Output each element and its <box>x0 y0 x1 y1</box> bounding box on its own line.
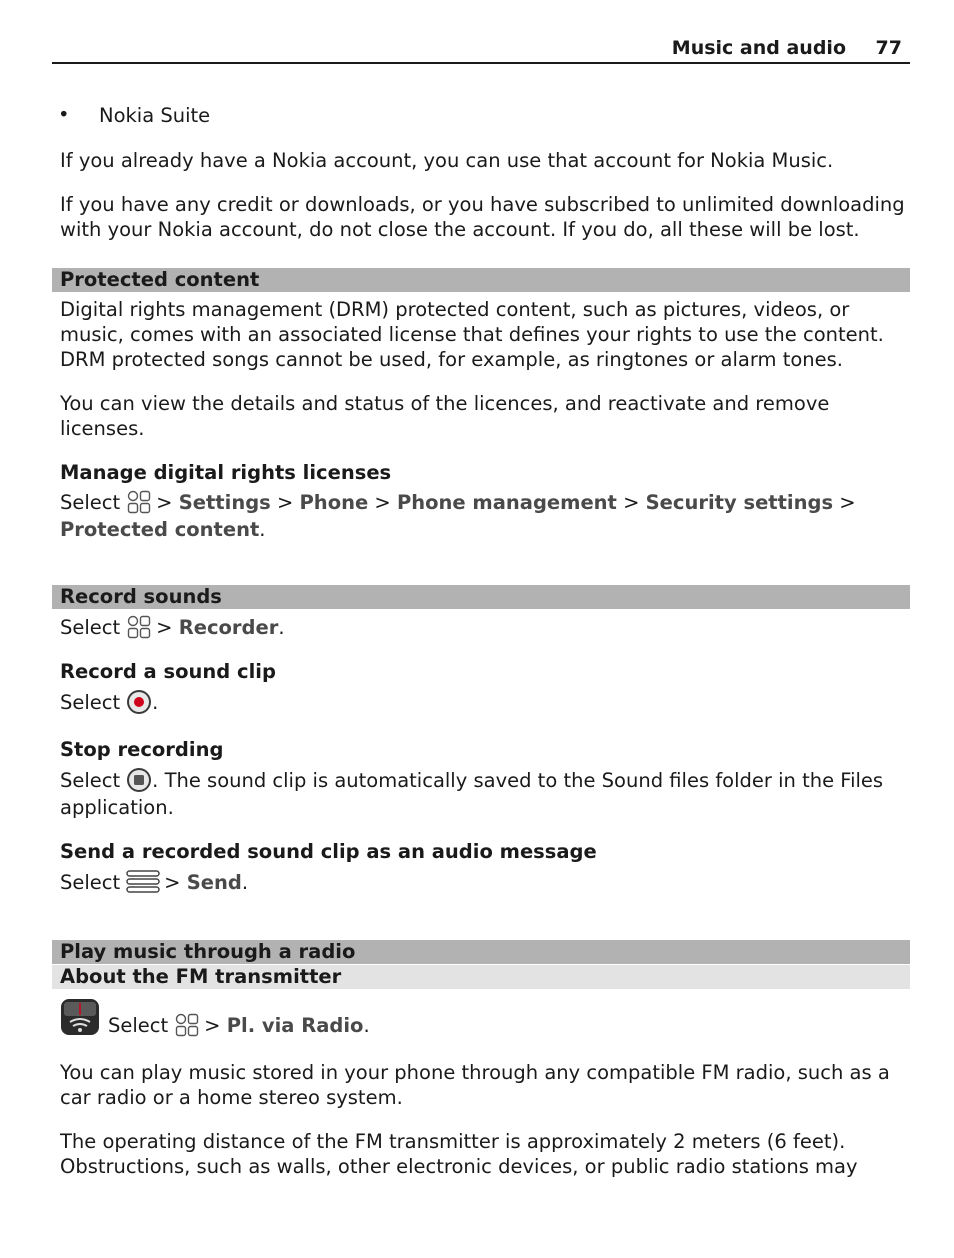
radio-paragraph-2 <box>60 1129 910 1179</box>
send-clip-heading: Send a recorded sound clip as an audio message <box>60 840 597 863</box>
subsection-heading-fm <box>52 965 910 989</box>
period: . <box>278 616 285 639</box>
radio-paragraph-1 <box>60 1060 910 1110</box>
path-separator: > <box>276 491 294 514</box>
period: . <box>152 691 159 714</box>
menu-pl-via-radio: Pl. via Radio <box>226 1014 364 1037</box>
record-button-icon <box>126 689 152 715</box>
text-line: licenses. <box>60 417 145 440</box>
section-heading-protected <box>52 268 910 292</box>
path-separator: > <box>374 491 391 514</box>
menu-protected-content: Protected content <box>60 517 260 541</box>
text-line: with your Nokia account, do not close the account. If you do, all these will be lost. <box>60 218 860 241</box>
bullet-mark: • <box>58 103 70 126</box>
select-word: Select <box>60 691 121 714</box>
text-line: DRM protected songs cannot be used, for example, as ringtones or alarm tones. <box>60 348 844 371</box>
path-separator: > <box>156 491 173 514</box>
period: . <box>241 871 249 894</box>
section-title: Play music through a radio <box>60 940 356 963</box>
menu-phone: Phone <box>299 491 369 514</box>
menu-recorder: Recorder <box>178 616 279 639</box>
text-line: music, comes with an associated license that defines your rights to use the content. <box>60 323 884 346</box>
page-number: 77 <box>875 37 902 59</box>
section-heading-radio <box>52 940 910 964</box>
intro-paragraph-2 <box>60 192 910 242</box>
select-word: Select <box>60 491 121 514</box>
send-clip-instruction <box>60 870 910 897</box>
text-line: The operating distance of the FM transmitter is approximately 2 meters (6 feet). <box>60 1130 846 1153</box>
text-line: Obstructions, such as walls, other electronic devices, or public radio stations may <box>60 1155 858 1178</box>
select-word: Select <box>60 616 121 639</box>
menu-phone-management: Phone management <box>396 491 617 514</box>
select-word: Select <box>60 769 121 792</box>
pl-via-radio-path <box>108 1013 888 1040</box>
recorder-path <box>60 615 910 642</box>
page-header <box>52 36 910 64</box>
text-line: car radio or a home stereo system. <box>60 1086 403 1109</box>
menu-settings: Settings <box>178 491 271 514</box>
period: . <box>259 517 266 541</box>
stop-recording-instruction <box>60 768 910 820</box>
apps-menu-icon <box>174 1012 200 1038</box>
section-title: Protected content <box>60 268 260 291</box>
select-word: Select <box>60 871 121 894</box>
section-title: Record sounds <box>60 585 222 608</box>
path-separator: > <box>204 1014 221 1037</box>
text-line: application. <box>60 795 174 819</box>
options-menu-icon <box>126 869 160 895</box>
manage-licenses-heading: Manage digital rights licenses <box>60 461 392 484</box>
text-line: . The sound clip is automatically saved to the Sound files folder in the Files <box>152 769 884 792</box>
text-line: Digital rights management (DRM) protected content, such as pictures, videos, or <box>60 298 850 321</box>
path-separator: > <box>156 616 173 639</box>
path-separator: > <box>623 491 640 514</box>
apps-menu-icon <box>126 614 152 640</box>
section-heading-record <box>52 585 910 609</box>
chapter-title: Music and audio <box>671 37 846 59</box>
protected-paragraph-1 <box>60 297 910 372</box>
fm-transmitter-app-icon <box>60 998 102 1036</box>
stop-recording-heading: Stop recording <box>60 738 224 761</box>
text-line: You can play music stored in your phone through any compatible FM radio, such as a <box>60 1061 890 1084</box>
intro-paragraph-1: If you already have a Nokia account, you can use that account for Nokia Music. <box>60 149 834 172</box>
bullet-item: Nokia Suite <box>99 104 211 127</box>
protected-paragraph-2 <box>60 391 910 441</box>
path-separator: > <box>839 491 856 514</box>
menu-security-settings: Security settings <box>645 491 834 514</box>
apps-menu-icon <box>126 489 152 515</box>
subsection-title: About the FM transmitter <box>60 965 342 988</box>
record-clip-heading: Record a sound clip <box>60 660 276 683</box>
manage-licenses-path <box>60 490 910 542</box>
period: . <box>363 1014 370 1037</box>
text-line: You can view the details and status of the licences, and reactivate and remove <box>60 392 830 415</box>
path-separator: > <box>164 871 181 894</box>
record-clip-instruction <box>60 690 910 717</box>
text-line: If you have any credit or downloads, or you have subscribed to unlimited downloading <box>60 193 905 216</box>
stop-button-icon <box>126 767 152 793</box>
select-word: Select <box>108 1014 169 1037</box>
menu-send: Send <box>186 871 242 894</box>
